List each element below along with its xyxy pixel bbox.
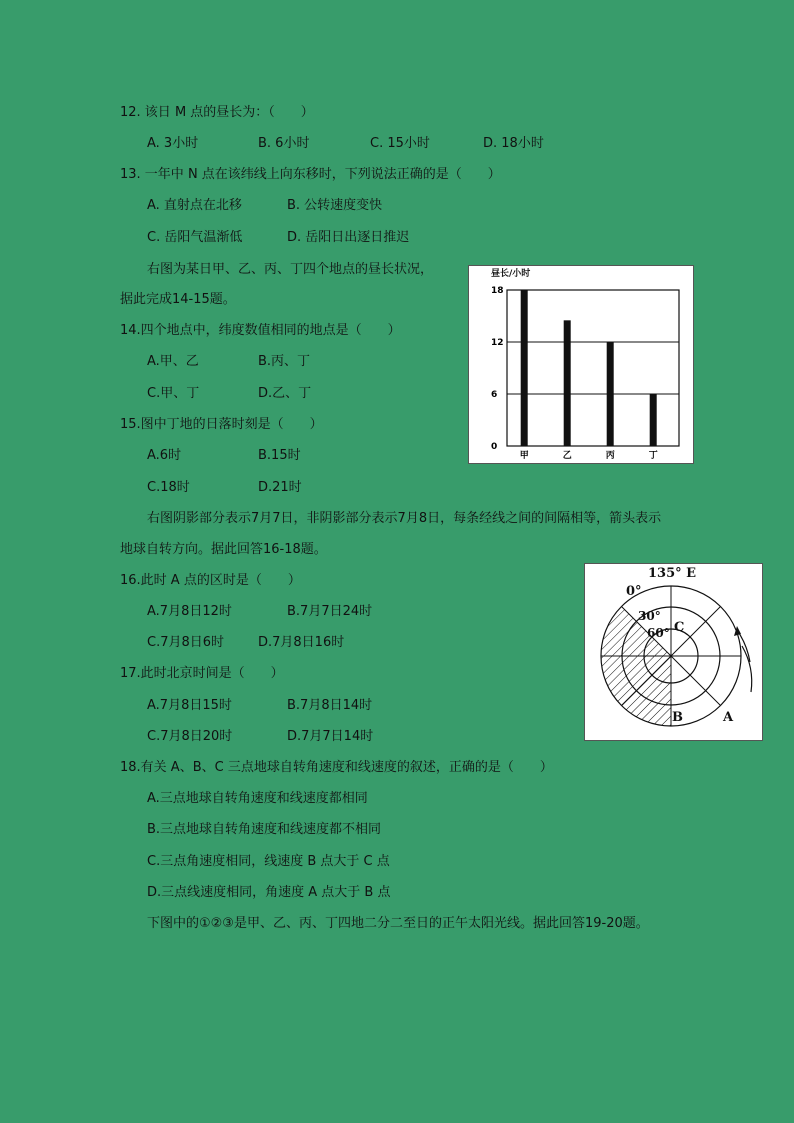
point-c-label: C [674,620,685,635]
chart-bar [564,320,571,446]
q18-option-c: C.三点角速度相同，线速度 B 点大于 C 点 [147,854,390,869]
q14-option-d: D.乙、丁 [258,386,312,401]
q12-option-b: B. 6小时 [258,136,310,151]
q16-option-b: B.7月7日24时 [287,604,373,619]
day-length-chart-svg [469,266,693,463]
chart-ytick-label: 18 [491,286,504,296]
q14-stem: 14.四个地点中，纬度数值相同的地点是（ ） [120,323,401,338]
q12-option-a: A. 3小时 [147,136,199,151]
q18-option-a: A.三点地球自转角速度和线速度都相同 [147,791,368,806]
day-length-chart [468,265,694,464]
q15-stem: 15.图中丁地的日落时刻是（ ） [120,417,323,432]
chart-ylabel: 昼长/小时 [491,269,531,279]
q16-option-a: A.7月8日12时 [147,604,232,619]
q12-option-c: C. 15小时 [370,136,430,151]
q15-option-c: C.18时 [147,480,190,495]
q18-option-d: D.三点线速度相同，角速度 A 点大于 B 点 [147,885,391,900]
rotation-arrow-arc [742,646,752,692]
chart-bar [607,342,614,446]
polar-rotation-figure [584,563,763,741]
rotation-arrow-path [737,630,750,662]
q16-option-c: C.7月8日6时 [147,635,225,650]
chart-xtick-label: 甲 [519,451,529,461]
intro-16-line2: 地球自转方向。据此回答16-18题。 [120,542,327,557]
q13-stem: 13. 一年中 N 点在该纬线上向东移时，下列说法正确的是（ ） [120,167,501,182]
q17-option-b: B.7月8日14时 [287,698,373,713]
label-lat-60: 60° [647,626,670,640]
q16-option-d: D.7月8日16时 [258,635,345,650]
chart-bar [650,394,657,446]
point-b-label: B [672,710,683,725]
q17-option-d: D.7月7日14时 [287,729,374,744]
point-a-label: A [723,710,734,725]
q17-option-c: C.7月8日20时 [147,729,233,744]
chart-bar [521,290,528,446]
label-lat-30: 30° [638,609,661,623]
intro-14-line1: 右图为某日甲、乙、丙、丁四个地点的昼长状况， [147,262,434,277]
q16-stem: 16.此时 A 点的区时是（ ） [120,573,301,588]
chart-ytick-label: 0 [491,442,498,452]
intro-16-line1: 右图阴影部分表示7月7日，非阴影部分表示7月8日，每条经线之间的间隔相等，箭头表示 [147,511,662,526]
q12-stem: 12. 该日 M 点的昼长为：（ ） [120,105,314,120]
chart-xtick-label: 丙 [605,451,615,461]
intro-14-line2: 据此完成14-15题。 [120,292,236,307]
q13-option-d: D. 岳阳日出逐日推迟 [287,230,410,245]
chart-xtick-label: 乙 [562,451,572,461]
label-135e: 135° E [648,566,697,581]
polar-rotation-svg [585,564,762,740]
q14-option-c: C.甲、丁 [147,386,200,401]
q14-option-b: B.丙、丁 [258,354,311,369]
q15-option-a: A.6时 [147,448,182,463]
q13-option-c: C. 岳阳气温渐低 [147,230,243,245]
chart-ytick-label: 6 [491,390,498,400]
q15-option-b: B.15时 [258,448,301,463]
q15-option-d: D.21时 [258,480,302,495]
intro-19-line1: 下图中的①②③是甲、乙、丙、丁四地二分二至日的正午太阳光线。据此回答19-20题。 [147,916,649,931]
q13-option-a: A. 直射点在北移 [147,198,242,213]
chart-xtick-label: 丁 [648,451,658,461]
q13-option-b: B. 公转速度变快 [287,198,383,213]
q17-stem: 17.此时北京时间是（ ） [120,666,284,681]
q17-option-a: A.7月8日15时 [147,698,232,713]
q12-option-d: D. 18小时 [483,136,544,151]
chart-ytick-label: 12 [491,338,504,348]
q14-option-a: A.甲、乙 [147,354,199,369]
label-0-degree: 0° [626,584,642,599]
q18-stem: 18.有关 A、B、C 三点地球自转角速度和线速度的叙述，正确的是（ ） [120,760,553,775]
q18-option-b: B.三点地球自转角速度和线速度都不相同 [147,822,382,837]
